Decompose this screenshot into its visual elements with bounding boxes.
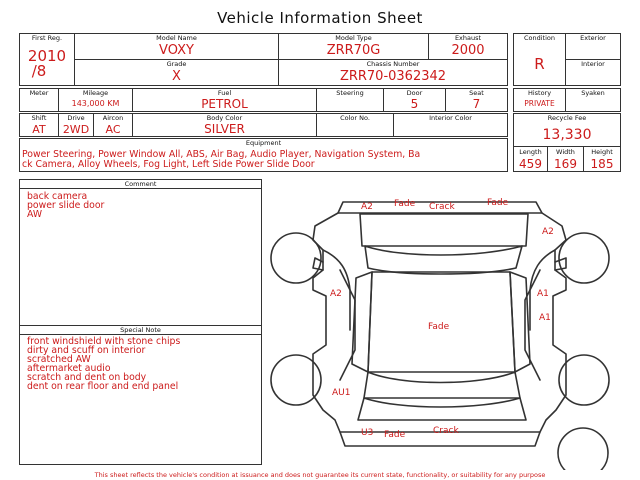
interior-label: Interior [581,60,605,68]
comment-line: back camera [27,191,88,202]
width-value: 169 [554,157,577,171]
damage-mark: Crack [433,426,459,436]
recycle-fee-value: 13,330 [542,127,592,143]
body-color-label: Body Color [206,114,243,122]
chassis-label: Chassis Number [366,60,420,68]
drive-label: Drive [67,114,85,122]
special-note-line: scratch and dent on body [27,372,147,383]
first-reg-label: First Reg. [31,34,63,42]
bonnet [360,214,528,246]
history-label: History [527,89,552,97]
spare-wheel [558,428,608,470]
damage-mark: A1 [539,313,551,323]
equipment-line-1: Power Steering, Power Window All, ABS, Air Bag, Audio Player, Navigation System, Ba [22,149,421,160]
right-pillar-line [525,270,540,380]
damage-mark: Crack [429,202,455,212]
drive-value: 2WD [62,123,90,136]
door-value: 5 [410,97,419,111]
recycle-fee-label: Recycle Fee [547,114,587,122]
equipment-line-2: ck Camera, Alloy Wheels, Fog Light, Left Side Power Slide Door [22,159,315,170]
steering-label: Steering [336,89,364,97]
roof-rear-window [510,272,530,372]
tailgate [358,398,526,420]
model-type-label: Model Type [335,34,372,42]
mileage-label: Mileage [82,89,109,97]
seat-value: 7 [472,97,481,111]
comment-line: power slide door [27,200,105,211]
aircon-value: AC [105,123,121,136]
seat-label: Seat [469,89,484,97]
shift-value: AT [32,123,46,136]
grade-value: X [172,69,181,84]
model-name-value: VOXY [159,43,194,58]
special-note-line: front windshield with stone chips [27,336,181,347]
syaken-label: Syaken [581,89,605,97]
door-label: Door [406,89,423,97]
model-name-label: Model Name [156,34,197,42]
chassis-value: ZRR70-0362342 [339,69,447,84]
equipment-label: Equipment [245,139,282,147]
interior-color-label: Interior Color [429,114,472,122]
damage-mark: Fade [428,322,450,332]
height-value: 185 [590,157,614,171]
damage-mark: U3 [361,428,374,438]
damage-mark: Fade [394,199,416,209]
comment-box [19,179,262,465]
mileage-value: 143,000 KM [71,99,120,108]
comment-label: Comment [124,180,157,188]
footer-disclaimer: This sheet reflects the vehicle's condition at issuance and does not guarantee its current state, functionality, or suitability for any purpose [94,471,546,479]
sheet-title: Vehicle Information Sheet [217,9,423,27]
exterior-label: Exterior [580,34,606,42]
special-note-line: scratched AW [27,354,91,365]
fuel-value: PETROL [201,97,248,111]
rear-window [364,372,520,407]
damage-mark: A2 [542,227,554,237]
length-value: 459 [519,157,542,171]
special-note-header-rule [19,334,262,335]
comment-header-rule [19,188,262,189]
damage-mark: Fade [487,198,509,208]
condition-value: R [534,55,545,73]
height-label: Height [591,148,613,156]
first-reg-month: /8 [31,62,47,80]
damage-mark: Fade [384,430,406,440]
aircon-label: Aircon [102,114,124,122]
special-note-line: dirty and scuff on interior [27,345,146,356]
damage-mark: A1 [537,289,549,299]
condition-label: Condition [523,34,556,42]
special-note-line: aftermarket audio [27,363,111,374]
body-color-value: SILVER [204,122,245,136]
exhaust-value: 2000 [451,43,485,58]
shift-label: Shift [31,114,47,122]
damage-mark: A2 [330,289,342,299]
windshield [365,246,522,274]
special-note-label: Special Note [120,326,161,334]
model-type-value: ZRR70G [326,43,381,58]
grade-label: Grade [166,60,187,68]
length-label: Length [519,148,542,156]
color-no-label: Color No. [340,114,370,122]
damage-mark: AU1 [332,388,351,398]
comment-line: AW [27,209,43,220]
fuel-label: Fuel [217,89,232,97]
damage-mark: A2 [361,202,373,212]
exhaust-label: Exhaust [454,34,482,42]
meter-label: Meter [29,89,49,97]
first-reg-year: 2010 [27,47,67,65]
width-label: Width [556,148,575,156]
history-value: PRIVATE [524,99,555,108]
special-note-line: dent on rear floor and end panel [27,381,179,392]
